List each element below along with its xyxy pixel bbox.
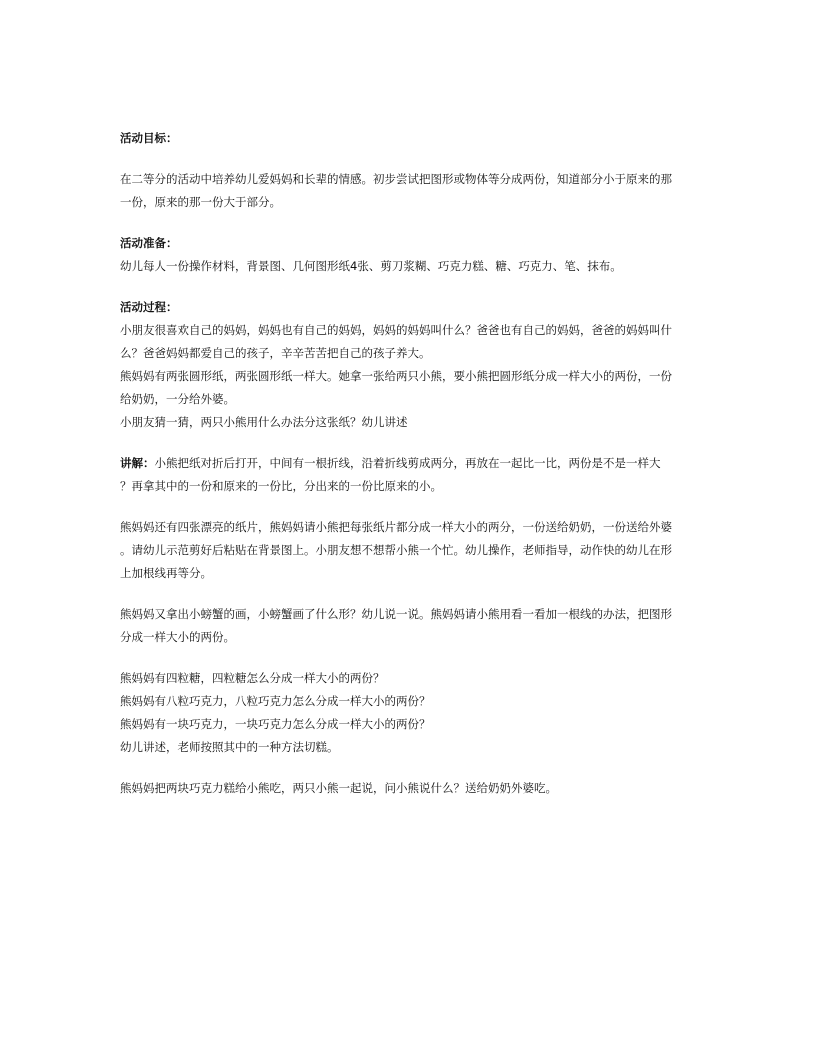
candy-line-2: 熊妈妈有八粒巧克力，八粒巧克力怎么分成一样大小的两份？	[120, 694, 431, 708]
spacer	[120, 649, 700, 667]
end-line-1: 熊妈妈把两块巧克力糕给小熊吃，两只小熊一起说，问小熊说什么？送给奶奶外婆吃。	[120, 781, 557, 795]
spacer	[120, 214, 700, 232]
explain-label: 讲解：	[120, 456, 155, 470]
explain-line-2: ？再拿其中的一份和原来的一份比，分出来的一份比原来的小。	[120, 479, 442, 493]
spacer	[120, 759, 700, 777]
spacer	[120, 278, 700, 296]
candy-line-1: 熊妈妈有四粒糖，四粒糖怎么分成一样大小的两份？	[120, 671, 385, 685]
spacer	[120, 150, 700, 168]
spacer	[120, 498, 700, 516]
spacer	[120, 585, 700, 603]
cards-line-2: 。请幼儿示范剪好后粘贴在背景图上。小朋友想不想帮小熊一个忙。幼儿操作，老师指导，动作快的幼儿在形	[120, 543, 672, 557]
cards-line-3: 上加根线再等分。	[120, 566, 212, 580]
process-line-3: 熊妈妈有两张圆形纸，两张圆形纸一样大。她拿一张给两只小熊，要小熊把圆形纸分成一样大小的两份，一份	[120, 369, 672, 383]
candy-line-3: 熊妈妈有一块巧克力，一块巧克力怎么分成一样大小的两份？	[120, 717, 431, 731]
explain-text: 小熊把纸对折后打开，中间有一根折线，沿着折线剪成两分，再放在一起比一比，两份是不是一样大	[154, 456, 661, 470]
process-line-2: 么？爸爸妈妈都爱自己的孩子，辛辛苦苦把自己的孩子养大。	[120, 346, 431, 360]
candy-line-4: 幼儿讲述，老师按照其中的一种方法切糕。	[120, 740, 339, 754]
cards-line-1: 熊妈妈还有四张漂亮的纸片，熊妈妈请小熊把每张纸片都分成一样大小的两分，一份送给奶奶，一份送给外婆	[120, 520, 672, 534]
document-body	[120, 127, 700, 800]
process-heading: 活动过程：	[120, 300, 178, 314]
process-line-4: 给奶奶，一分给外婆。	[120, 392, 235, 406]
crab-line-1: 熊妈妈又拿出小螃蟹的画，小螃蟹画了什么形？幼儿说一说。熊妈妈请小熊用看一看加一根线的办法，把图形	[120, 607, 672, 621]
explain-line-1	[120, 452, 700, 475]
crab-line-2: 分成一样大小的两份。	[120, 630, 235, 644]
goal-line-2: 一份，原来的那一份大于部分。	[120, 195, 281, 209]
goal-line-1: 在二等分的活动中培养幼儿爱妈妈和长辈的情感。初步尝试把图形或物体等分成两份，知道部分小于原来的那	[120, 172, 672, 186]
process-line-5: 小朋友猜一猜，两只小熊用什么办法分这张纸？幼儿讲述	[120, 415, 408, 429]
goal-heading: 活动目标：	[120, 131, 178, 145]
prep-line-1: 幼儿每人一份操作材料，背景图、几何图形纸4张、剪刀浆糊、巧克力糕、糖、巧克力、笔、抹布。	[120, 259, 622, 273]
spacer	[120, 434, 700, 452]
process-line-1: 小朋友很喜欢自己的妈妈，妈妈也有自己的妈妈，妈妈的妈妈叫什么？爸爸也有自己的妈妈，爸爸的妈妈叫什	[120, 323, 672, 337]
prep-heading: 活动准备：	[120, 236, 178, 250]
